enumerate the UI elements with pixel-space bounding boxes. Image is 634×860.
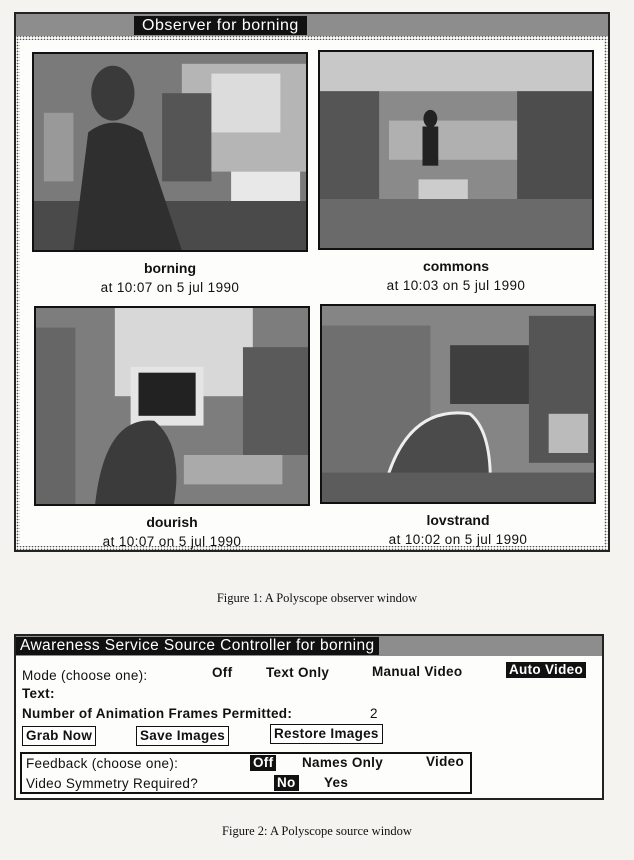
source-controller-window [14, 634, 604, 800]
grab-now-button[interactable]: Grab Now [22, 726, 96, 746]
tile-timestamp: at 10:07 on 5 jul 1990 [100, 280, 240, 295]
tile-timestamp: at 10:02 on 5 jul 1990 [388, 532, 528, 547]
feedback-label: Feedback (choose one): [26, 756, 179, 771]
observer-title: Observer for borning [134, 16, 307, 35]
figure-2-caption: Figure 2: A Polyscope source window [222, 824, 412, 838]
video-snapshot-lovstrand[interactable] [320, 304, 596, 504]
source-title: Awareness Service Source Controller for borning [16, 637, 379, 655]
restore-images-button[interactable]: Restore Images [270, 724, 383, 744]
figure-1-caption: Figure 1: A Polyscope observer window [216, 591, 418, 605]
frames-value[interactable]: 2 [370, 706, 378, 721]
commons-scene-image [320, 52, 592, 248]
symmetry-label: Video Symmetry Required? [26, 776, 199, 791]
video-snapshot-dourish[interactable] [34, 306, 310, 506]
tile-name: borning [143, 260, 197, 276]
tile-name: dourish [146, 514, 198, 530]
tile-name: commons [422, 258, 490, 274]
feedback-option-names-only[interactable]: Names Only [302, 755, 384, 770]
feedback-option-video[interactable]: Video [426, 754, 465, 769]
video-snapshot-commons[interactable] [318, 50, 594, 250]
mode-label: Mode (choose one): [22, 668, 148, 683]
mode-option-auto-video[interactable]: Auto Video [506, 662, 586, 678]
mode-option-manual-video[interactable]: Manual Video [372, 664, 463, 679]
text-label: Text: [22, 686, 55, 701]
save-images-button[interactable]: Save Images [136, 726, 229, 746]
lovstrand-scene-image [322, 306, 594, 502]
office-scene-image [34, 54, 306, 250]
observer-content [20, 40, 604, 549]
mode-option-text-only[interactable]: Text Only [266, 665, 330, 680]
mode-option-off[interactable]: Off [212, 665, 233, 680]
dourish-scene-image [36, 308, 308, 504]
symmetry-option-no[interactable]: No [274, 775, 299, 791]
tile-timestamp: at 10:03 on 5 jul 1990 [386, 278, 526, 293]
symmetry-option-yes[interactable]: Yes [324, 775, 349, 790]
observer-window [14, 12, 610, 552]
tile-timestamp: at 10:07 on 5 jul 1990 [102, 534, 242, 549]
observer-titlebar[interactable] [16, 14, 608, 36]
tile-name: lovstrand [426, 512, 490, 528]
source-titlebar[interactable] [16, 636, 602, 656]
feedback-panel [20, 752, 472, 794]
frames-label: Number of Animation Frames Permitted: [22, 706, 293, 721]
video-snapshot-borning[interactable] [32, 52, 308, 252]
feedback-option-off[interactable]: Off [250, 755, 276, 771]
